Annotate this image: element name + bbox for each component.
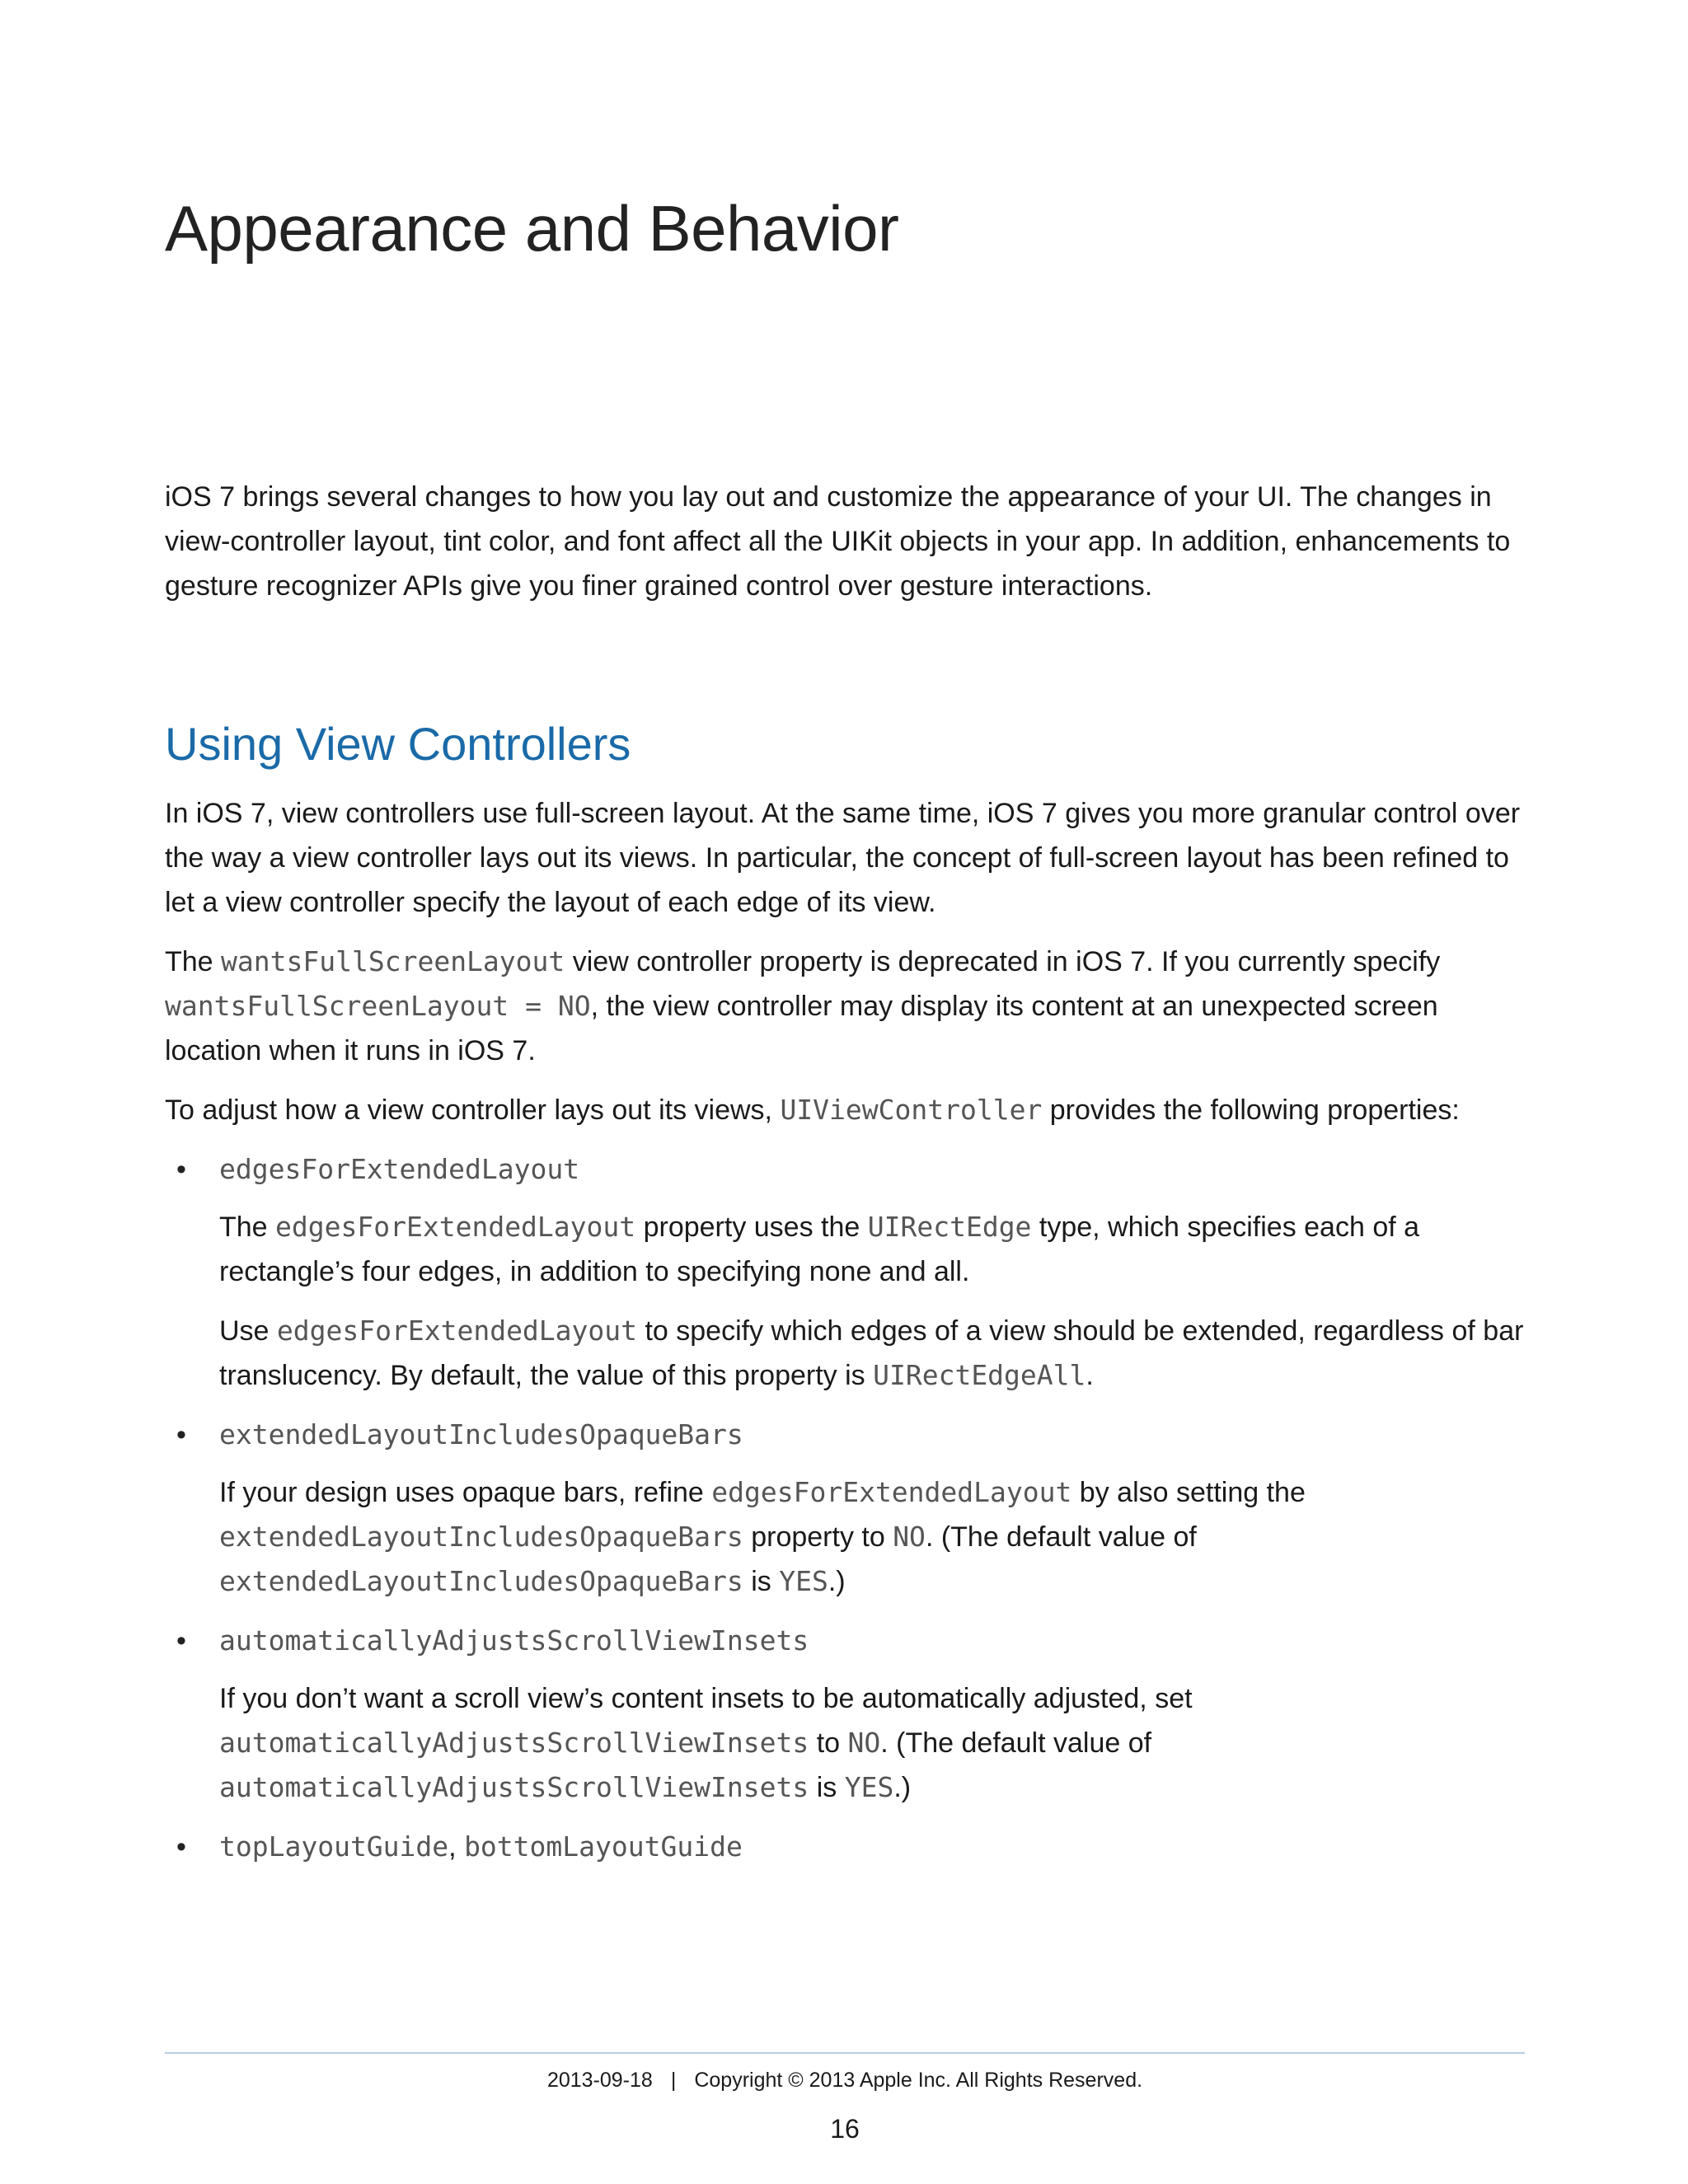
code-run: YES — [779, 1565, 828, 1597]
code-bottom-layout-guide: bottomLayoutGuide — [464, 1830, 743, 1863]
text-run: to specify which edges of a view should be extended, regardless of bar translucency. By default, the value of this property is — [219, 1315, 1524, 1391]
code-property-name: extendedLayoutIncludesOpaqueBars — [219, 1418, 743, 1451]
property-description — [219, 1676, 1525, 1810]
code-run: automaticallyAdjustsScrollViewInsets — [219, 1727, 809, 1759]
property-name — [219, 1619, 1525, 1663]
text-run: , — [448, 1831, 465, 1863]
section-heading: Using View Controllers — [165, 718, 631, 770]
intro-paragraph: iOS 7 brings several changes to how you lay out and customize the appearance of your UI. The changes in view-controller layout, tint color, and font affect all the UIKit objects in your app. In addition, enhancements to gesture recognizer APIs give you finer grained control over gesture interactions. — [165, 481, 1511, 602]
text-run: .) — [893, 1772, 912, 1803]
code-run: NO — [847, 1727, 881, 1759]
text-run: The — [165, 946, 222, 977]
code-wants-full-screen-layout-no: wantsFullScreenLayout = NO — [165, 990, 591, 1022]
page-footer — [165, 2052, 1525, 2144]
bullet: • — [176, 1154, 186, 1185]
code-run: extendedLayoutIncludesOpaqueBars — [219, 1521, 743, 1553]
code-run: automaticallyAdjustsScrollViewInsets — [219, 1771, 809, 1803]
text-run: view controller property is deprecated in iOS 7. If you currently specify — [565, 946, 1441, 977]
code-wants-full-screen-layout: wantsFullScreenLayout — [221, 945, 565, 977]
code-top-layout-guide: topLayoutGuide — [219, 1830, 449, 1863]
text-run: . (The default value of — [880, 1727, 1152, 1759]
code-run: edgesForExtendedLayout — [276, 1315, 638, 1347]
code-property-name: edgesForExtendedLayout — [219, 1153, 580, 1185]
code-run: edgesForExtendedLayout — [275, 1211, 636, 1243]
property-description — [219, 1309, 1525, 1398]
list-item-extended-layout-includes-opaque-bars — [165, 1413, 1525, 1604]
footer-separator: | — [670, 2069, 677, 2092]
text-run: property to — [743, 1521, 893, 1553]
text-run: type, which specifies each of a rectangle’s four edges, in addition to specifying none and all. — [219, 1212, 1420, 1287]
footer-date: 2013-09-18 — [546, 2069, 653, 2092]
code-run: UIRectEdgeAll — [873, 1359, 1086, 1391]
chapter-title: Appearance and Behavior — [165, 192, 899, 265]
text-run: is — [809, 1772, 845, 1803]
bullet: • — [176, 1625, 186, 1657]
list-item-edges-for-extended-layout — [165, 1147, 1525, 1398]
footer-rule — [165, 2052, 1525, 2054]
property-description — [219, 1470, 1525, 1604]
bullet: • — [176, 1831, 186, 1863]
code-run: NO — [893, 1521, 926, 1553]
text-run: to — [809, 1727, 848, 1759]
footer-copyright: Copyright © 2013 Apple Inc. All Rights Reserved. — [694, 2069, 1143, 2092]
footer-copyright-line — [165, 2069, 1525, 2093]
code-run: edgesForExtendedLayout — [711, 1476, 1072, 1508]
code-run: extendedLayoutIncludesOpaqueBars — [219, 1565, 743, 1597]
text-run: .) — [828, 1566, 846, 1597]
text-run: is — [743, 1566, 780, 1597]
paragraph-adjust-layout — [165, 1088, 1525, 1132]
text-run: , the view controller may display its content at an unexpected screen location when it runs in iOS 7. — [165, 991, 1438, 1066]
text-run: by also setting the — [1071, 1477, 1306, 1508]
text-run: . — [1085, 1360, 1094, 1391]
text-run: If you don’t want a scroll view’s content insets to be automatically adjusted, set — [219, 1683, 1193, 1714]
text-run: Use — [219, 1315, 277, 1347]
property-list — [165, 1147, 1525, 1869]
code-uiviewcontroller: UIViewController — [780, 1094, 1043, 1126]
text-run: provides the following properties: — [1042, 1094, 1460, 1126]
text-run: The — [219, 1212, 276, 1243]
text-run: If your design uses opaque bars, refine — [219, 1477, 712, 1508]
list-item-layout-guides — [165, 1825, 1525, 1869]
property-name — [219, 1825, 1525, 1869]
paragraph-wants-full-screen — [165, 940, 1525, 1073]
text-run: property uses the — [635, 1212, 868, 1243]
paragraph-full-screen-layout: In iOS 7, view controllers use full-screen layout. At the same time, iOS 7 gives you more granular control over the way a view controller lays out its views. In particular, the concept of full-screen layout has been refined to let a view controller specify the layout of each edge of its view. — [165, 798, 1521, 918]
page-number: 16 — [830, 2114, 860, 2144]
text-run: . (The default value of — [925, 1521, 1197, 1553]
property-name — [219, 1413, 1525, 1457]
list-item-automatically-adjusts-scroll-view-insets — [165, 1619, 1525, 1810]
section-body — [165, 791, 1525, 1882]
code-property-name: automaticallyAdjustsScrollViewInsets — [219, 1624, 809, 1657]
bullet: • — [176, 1419, 186, 1451]
text-run: To adjust how a view controller lays out its views, — [165, 1094, 781, 1126]
property-name — [219, 1147, 1525, 1192]
property-description — [219, 1205, 1525, 1294]
code-run: UIRectEdge — [867, 1211, 1032, 1243]
code-run: YES — [844, 1771, 894, 1803]
